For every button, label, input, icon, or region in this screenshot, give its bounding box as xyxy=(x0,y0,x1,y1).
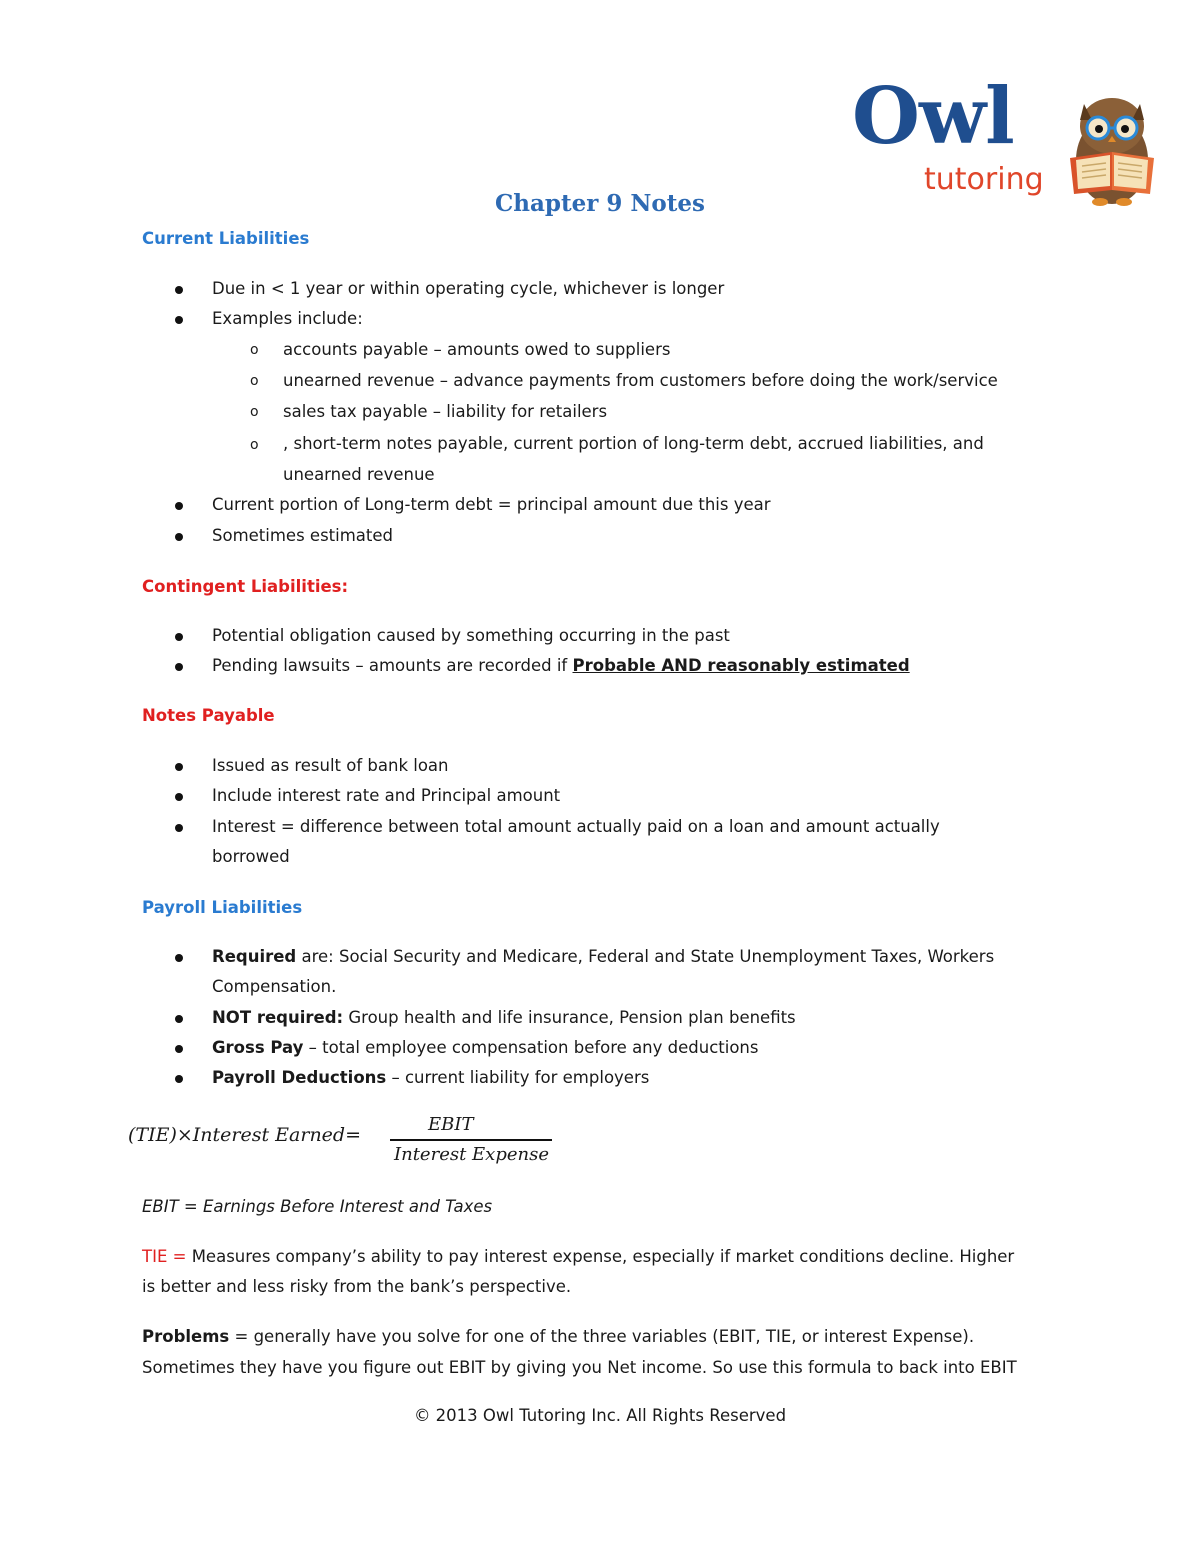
formula-denominator: Interest Expense xyxy=(394,1144,549,1165)
sub-bullet-marker: o xyxy=(250,342,259,358)
list-item-bold: Gross Pay xyxy=(212,1038,304,1057)
list-item: Include interest rate and Principal amount xyxy=(212,786,561,805)
list-item: Current portion of Long-term debt = principal amount due this year xyxy=(212,495,771,514)
bullet-icon xyxy=(175,824,183,832)
list-item-text: – current liability for employers xyxy=(386,1068,650,1087)
sub-bullet-marker: o xyxy=(250,437,259,453)
heading-payroll-liabilities: Payroll Liabilities xyxy=(142,898,303,917)
heading-contingent-liabilities: Contingent Liabilities: xyxy=(142,577,349,596)
list-item: Examples include: xyxy=(212,309,363,328)
list-item: Interest = difference between total amount actually paid on a loan and amount actually xyxy=(212,817,940,836)
list-item-text: Pending lawsuits – amounts are recorded if xyxy=(212,656,573,675)
bullet-icon xyxy=(175,533,183,541)
list-item: Sometimes estimated xyxy=(212,526,393,545)
formula-left-side: (TIE)×Interest Earned= xyxy=(128,1124,362,1146)
problems-label: Problems xyxy=(142,1327,230,1346)
bullet-icon xyxy=(175,1015,183,1023)
sub-list-item-continued: unearned revenue xyxy=(283,465,435,484)
bullet-icon xyxy=(175,793,183,801)
bullet-icon xyxy=(175,954,183,962)
bullet-icon xyxy=(175,1075,183,1083)
problems-text: = generally have you solve for one of the three variables (EBIT, TIE, or interest Expense). xyxy=(229,1327,975,1346)
sub-list-item: sales tax payable – liability for retailers xyxy=(283,402,608,421)
bullet-icon xyxy=(175,663,183,671)
list-item-continued: Compensation. xyxy=(212,977,337,996)
heading-current-liabilities: Current Liabilities xyxy=(142,229,310,248)
list-item-text: are: Social Security and Medicare, Federal and State Unemployment Taxes, Workers xyxy=(296,947,995,966)
list-item: Due in < 1 year or within operating cycle, whichever is longer xyxy=(212,279,725,298)
list-item-bold: Required xyxy=(212,947,297,966)
tie-formula xyxy=(128,1110,568,1180)
bullet-icon xyxy=(175,763,183,771)
list-item xyxy=(212,1008,796,1027)
problems-line-2: Sometimes they have you figure out EBIT by giving you Net income. So use this formula to back into EBIT xyxy=(142,1358,1017,1377)
bullet-icon xyxy=(175,1045,183,1053)
emphasis-text: Probable AND reasonably estimated xyxy=(572,656,910,675)
heading-notes-payable: Notes Payable xyxy=(142,706,275,725)
list-item: Issued as result of bank loan xyxy=(212,756,449,775)
formula-numerator: EBIT xyxy=(428,1114,474,1135)
list-item xyxy=(212,947,994,966)
bullet-icon xyxy=(175,286,183,294)
bullet-icon xyxy=(175,502,183,510)
sub-bullet-marker: o xyxy=(250,404,259,420)
list-item-bold: NOT required: xyxy=(212,1008,344,1027)
list-item xyxy=(212,656,910,675)
tie-explanation-line-2: is better and less risky from the bank’s perspective. xyxy=(142,1277,572,1296)
logo-tutoring-wordmark: tutoring xyxy=(924,162,1044,197)
tie-explanation-line xyxy=(142,1247,1014,1266)
list-item xyxy=(212,1038,758,1057)
problems-line xyxy=(142,1327,974,1346)
page-title: Chapter 9 Notes xyxy=(495,190,705,217)
copyright-footer: © 2013 Owl Tutoring Inc. All Rights Reserved xyxy=(413,1406,787,1425)
list-item: Potential obligation caused by something occurring in the past xyxy=(212,626,730,645)
tie-label: TIE = xyxy=(142,1247,187,1266)
tie-text: Measures company’s ability to pay interest expense, especially if market conditions decline. Higher xyxy=(186,1247,1015,1266)
ebit-definition: EBIT = Earnings Before Interest and Taxes xyxy=(142,1197,493,1216)
list-item-bold: Payroll Deductions xyxy=(212,1068,387,1087)
list-item-text: – total employee compensation before any deductions xyxy=(303,1038,759,1057)
logo-owl-wordmark: Owl xyxy=(852,71,1014,162)
sub-list-item: unearned revenue – advance payments from customers before doing the work/service xyxy=(283,371,998,390)
sub-list-item: , short-term notes payable, current portion of long-term debt, accrued liabilities, and xyxy=(283,434,984,453)
list-item-continued: borrowed xyxy=(212,847,290,866)
bullet-icon xyxy=(175,633,183,641)
sub-list-item: accounts payable – amounts owed to suppliers xyxy=(283,340,671,359)
fraction-bar xyxy=(390,1139,552,1141)
list-item-text: Group health and life insurance, Pension plan benefits xyxy=(343,1008,796,1027)
bullet-icon xyxy=(175,316,183,324)
sub-bullet-marker: o xyxy=(250,373,259,389)
list-item xyxy=(212,1068,649,1087)
